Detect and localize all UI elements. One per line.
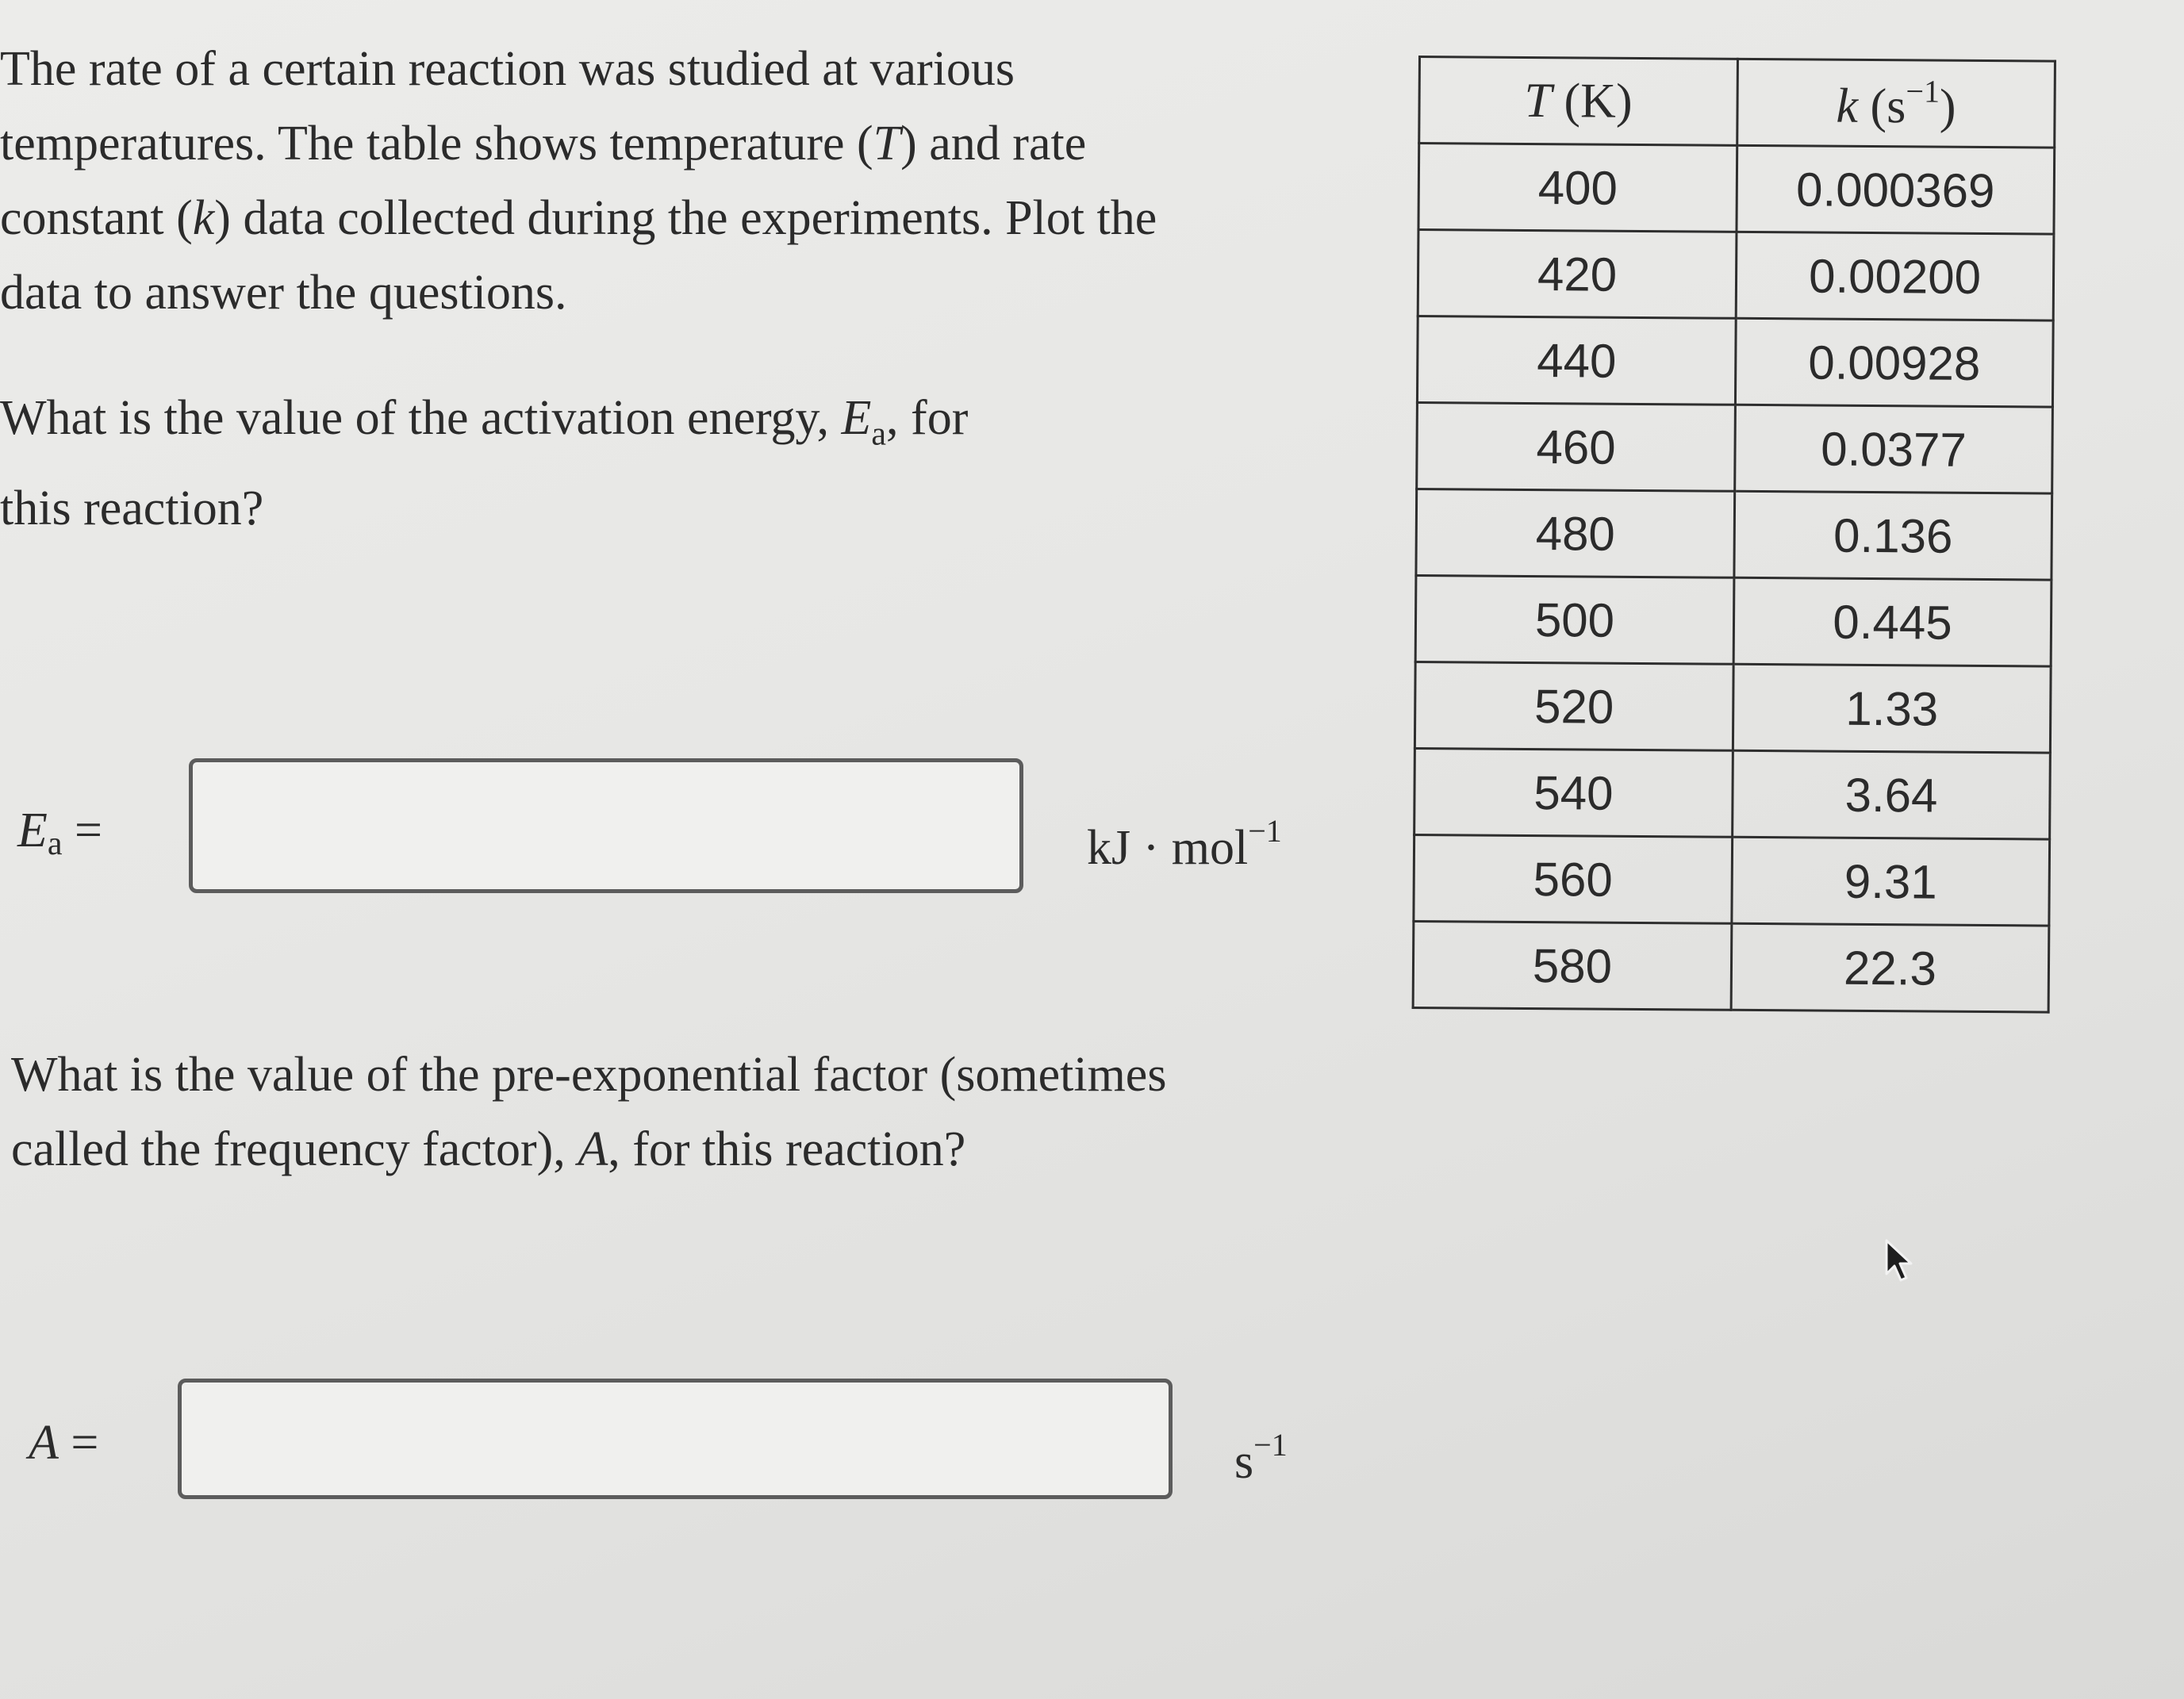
a-answer-input[interactable] <box>178 1379 1173 1499</box>
table-row <box>1418 144 2055 235</box>
table-row <box>1418 230 2054 321</box>
header-temperature: T (K) <box>1419 57 1738 146</box>
table-row <box>1415 575 2052 666</box>
table-row <box>1414 834 2050 926</box>
cell-temperature: 580 <box>1413 921 1732 1010</box>
cell-temperature: 560 <box>1414 834 1733 923</box>
ea-unit: kJ · mol$^{-1}$ <box>1087 813 1282 875</box>
cell-rate-constant: 0.445 <box>1733 577 2052 666</box>
ea-label: $E_a$ = <box>17 803 102 862</box>
cell-temperature: 520 <box>1414 662 1733 750</box>
cell-temperature: 440 <box>1417 316 1736 405</box>
ea-answer-input[interactable] <box>189 758 1023 893</box>
cell-temperature: 460 <box>1417 402 1736 491</box>
cell-temperature: 540 <box>1414 748 1733 837</box>
cell-rate-constant: 0.0377 <box>1735 405 2053 493</box>
cell-temperature: 400 <box>1418 144 1737 232</box>
q2-line-2: called the frequency factor), A, for this reaction? <box>11 1122 966 1176</box>
cell-rate-constant: 0.00928 <box>1735 318 2053 407</box>
q2-line-1: What is the value of the pre-exponential factor (sometimes <box>11 1048 1167 1102</box>
header-rate-constant: k $(s^{-1})$ <box>1737 59 2055 148</box>
intro-line-1: The rate of a certain reaction was studied at various <box>0 42 1015 96</box>
cell-temperature: 480 <box>1416 489 1735 577</box>
intro-line-4: data to answer the questions. <box>0 266 567 320</box>
temperature-rate-table <box>1412 56 2056 1014</box>
mouse-pointer-icon <box>1883 1239 1915 1283</box>
table-row <box>1414 748 2051 839</box>
question-pre-exponential-factor <box>11 1037 1166 1187</box>
q1-line-1: What is the value of the activation energy, $E_a$, for <box>0 391 969 453</box>
cell-rate-constant: 0.00200 <box>1736 232 2054 320</box>
table-header-row <box>1419 57 2055 148</box>
table-row <box>1413 921 2049 1012</box>
cell-rate-constant: 0.136 <box>1734 491 2052 580</box>
table-row <box>1417 316 2053 408</box>
table-row <box>1416 489 2052 580</box>
a-label: A = <box>29 1416 99 1470</box>
a-unit: $s^{-1}$ <box>1234 1427 1288 1489</box>
cell-rate-constant: 22.3 <box>1731 923 2049 1012</box>
cell-rate-constant: 1.33 <box>1733 664 2051 753</box>
table-row <box>1417 402 2053 493</box>
intro-line-3: constant (k) data collected during the experiments. Plot the <box>0 191 1157 245</box>
intro-paragraph <box>0 32 1157 330</box>
table-row <box>1414 662 2051 753</box>
cell-rate-constant: 0.000369 <box>1737 145 2055 234</box>
cell-rate-constant: 9.31 <box>1732 837 2050 926</box>
question-activation-energy <box>0 381 968 546</box>
cell-temperature: 500 <box>1415 575 1734 664</box>
cell-temperature: 420 <box>1418 230 1737 319</box>
intro-line-2: temperatures. The table shows temperature (T) and rate <box>0 117 1087 171</box>
q1-line-2: this reaction? <box>0 481 264 536</box>
cell-rate-constant: 3.64 <box>1733 750 2051 839</box>
